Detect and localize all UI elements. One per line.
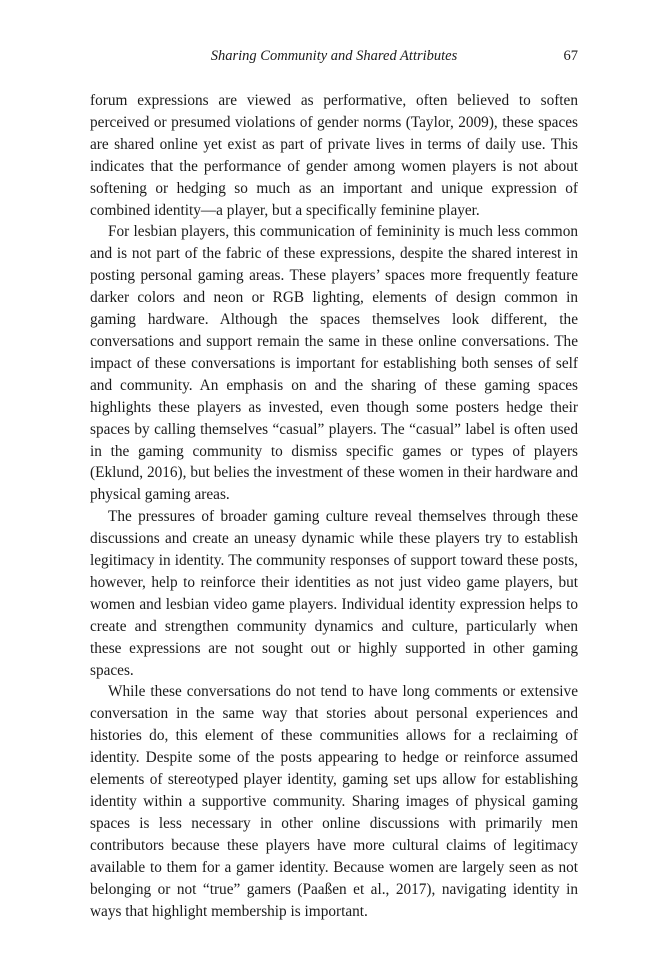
paragraph-gaming-culture-pressures: The pressures of broader gaming culture reveal themselves through these discussions and create an uneasy dynamic while these players try to establish legitimacy in identity. The community responses of support toward these posts, however, help to reinforce their identities as not just video game players, but women and lesbian video game players. Individual identity expression helps to create and strengthen community dynamics and culture, particularly when these expressions are not sought out or highly supported in other gaming spaces. <box>90 508 578 679</box>
paragraph-reclaiming-identity: While these conversations do not tend to have long comments or extensive conversation in the same way that stories about personal experiences and histories do, this element of these communities allows for a reclaiming of identity. Despite some of the posts appearing to hedge or reinforce assumed elements of stereotyped player identity, gaming set ups allow for establishing identity within a supportive community. Sharing images of physical gaming spaces is less necessary in other online discussions with primarily men contributors because these players have more cultural claims of legitimacy available to them for a gamer identity. Because women are largely seen as not belonging or not “true” gamers (Paaßen et al., 2017), navigating identity in ways that highlight membership is important. <box>90 683 578 920</box>
body-text <box>90 90 578 922</box>
paragraph-continued: forum expressions are viewed as performative, often believed to soften perceived or presumed violations of gender norms (Taylor, 2009), these spaces are shared online yet exist as part of private lives in terms of daily use. This indicates that the performance of gender among women players is not about softening or hedging so much as an important and unique expression of combined identity—a player, but a specifically feminine player. <box>90 92 578 219</box>
running-head <box>90 46 578 66</box>
paragraph-lesbian-players: For lesbian players, this communication of femininity is much less common and is not part of the fabric of these expressions, despite the shared interest in posting personal gaming areas. These players’ spaces more frequently feature darker colors and neon or RGB lighting, elements of design common in gaming hardware. Although the spaces themselves look different, the conversations and support remain the same in these online conversations. The impact of these conversations is important for establishing both senses of self and community. An emphasis on and the sharing of these gaming spaces highlights these players as invested, even though some posters hedge their spaces by calling themselves “casual” players. The “casual” label is often used in the gaming community to dismiss specific games or types of players (Eklund, 2016), but belies the investment of these women in their hardware and physical gaming areas. <box>90 223 578 504</box>
running-title: Sharing Community and Shared Attributes <box>210 48 458 64</box>
page-number: 67 <box>563 48 578 64</box>
